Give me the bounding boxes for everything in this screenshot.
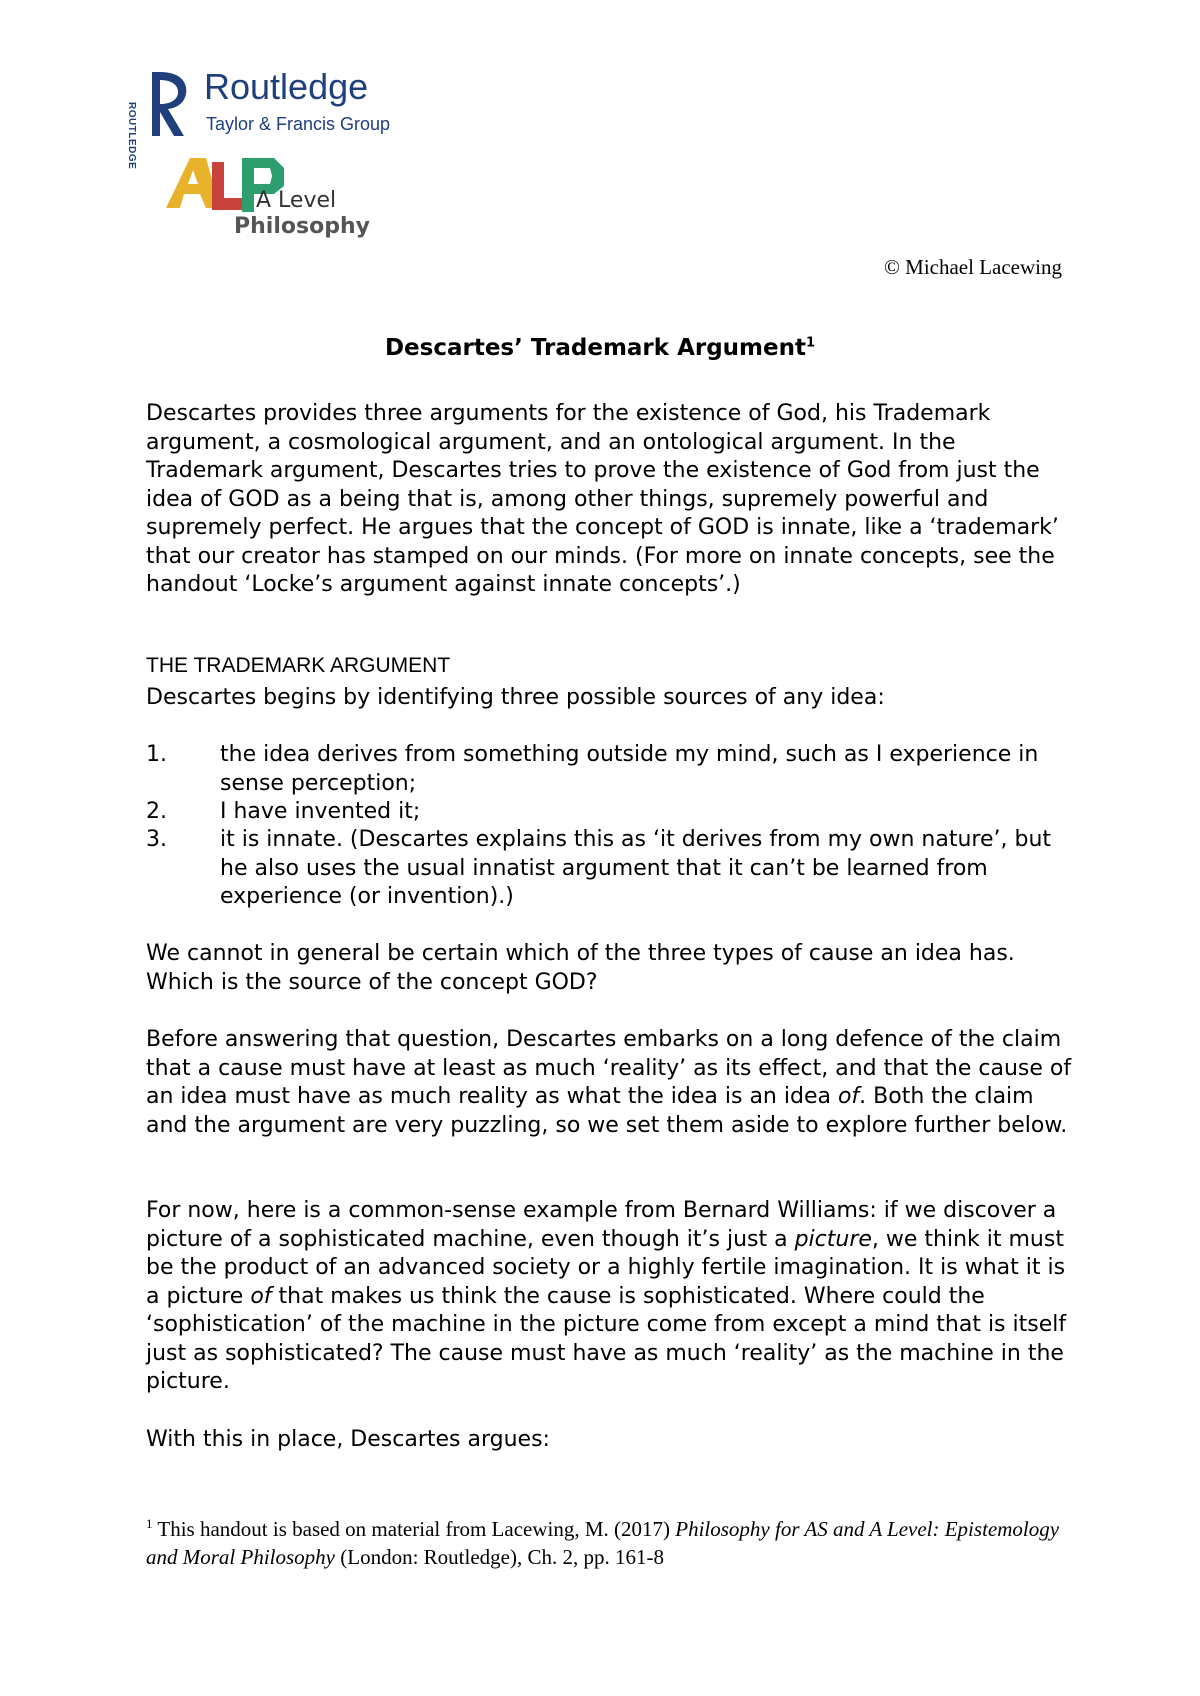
alp-logo	[162, 150, 392, 242]
section-heading: THE TRADEMARK ARGUMENT	[146, 654, 451, 677]
publisher-group: Taylor & Francis Group	[206, 114, 391, 134]
routledge-vertical-text: ROUTLEDGE	[126, 102, 137, 170]
program-level-text: A Level	[256, 188, 337, 213]
program-subject-text: Philosophy	[234, 214, 370, 239]
document-title	[0, 335, 1200, 361]
argues-paragraph: With this in place, Descartes argues:	[146, 1427, 550, 1452]
reality-claim-text-a: Before answering that question, Descartes embarks on a long defence of the claim that a cause must have at least as much ‘reality’ as its effect, and that the cause of an idea must have as much reality as what the idea is an idea	[146, 1027, 1072, 1109]
routledge-r-emblem-icon	[140, 68, 192, 140]
title-text: Descartes’ Trademark Argument	[384, 335, 806, 361]
list-item-number: 2.	[146, 799, 167, 824]
example-text-a: For now, here is a common-sense example from Bernard Williams: if we discover a picture of a sophisticated machine, even though it’s just a	[146, 1198, 1057, 1252]
reality-claim-text-b: . Both the claim and the argument are very puzzling, so we set them aside to explore further below.	[146, 1084, 1068, 1138]
uncertainty-paragraph: We cannot in general be certain which of the three types of cause an idea has. Which is the source of the concept GOD?	[146, 941, 1015, 995]
title-footnote-marker: 1	[806, 335, 816, 351]
reality-claim-emphasis: of	[837, 1084, 860, 1109]
example-emphasis-of: of	[250, 1283, 272, 1309]
example-emphasis-picture: picture	[794, 1226, 872, 1252]
footnote	[146, 1510, 1066, 1571]
footnote-book-title: Philosophy for AS and A Level: Epistemology and Moral Philosophy	[146, 1517, 1060, 1569]
footnote-text-a: This handout is based on material from Lacewing, M. (2017)	[152, 1517, 676, 1541]
list-item-text: I have invented it;	[220, 799, 421, 824]
williams-example-paragraph	[146, 1197, 1076, 1397]
reality-claim-paragraph	[146, 1026, 1076, 1140]
list-item-number: 3.	[146, 827, 167, 852]
intro-paragraph: Descartes provides three arguments for the existence of God, his Trademark argument, a cosmological argument, and an ontological argument. In the Trademark argument, Descartes tries to prove the existence of God from just the idea of GOD as a being that is, among other things, supremely powerful and supremely perfect. He argues that the concept of GOD is innate, like a ‘trademark’ that our creator has stamped on our minds. (For more on innate concepts, see the handout ‘Locke’s argument against innate concepts’.)	[146, 401, 1059, 597]
routledge-logo	[126, 66, 400, 170]
footnote-text-b: (London: Routledge), Ch. 2, pp. 161-8	[335, 1545, 664, 1569]
list-item-text: it is innate. (Descartes explains this as ‘it derives from my own nature’, but he also uses the usual innatist argument that it can’t be learned from experience (or invention).)	[220, 827, 1052, 909]
publisher-name: Routledge	[204, 66, 369, 107]
list-item-text: the idea derives from something outside my mind, such as I experience in sense perception;	[220, 742, 1039, 796]
copyright-notice: © Michael Lacewing	[883, 255, 1062, 279]
example-text-b: , we think it must be the product of an advanced society or a highly fertile imagination. It is what it is a picture	[146, 1226, 1066, 1309]
list-item-number: 1.	[146, 742, 167, 767]
footnote-marker: 1	[146, 1516, 153, 1531]
section-intro-paragraph: Descartes begins by identifying three possible sources of any idea:	[146, 685, 885, 710]
example-text-c: that makes us think the cause is sophisticated. Where could the ‘sophistication’ of the machine in the picture come from except a mind that is itself just as sophisticated? The cause must have as much ‘reality’ as the machine in the picture.	[146, 1283, 1067, 1394]
